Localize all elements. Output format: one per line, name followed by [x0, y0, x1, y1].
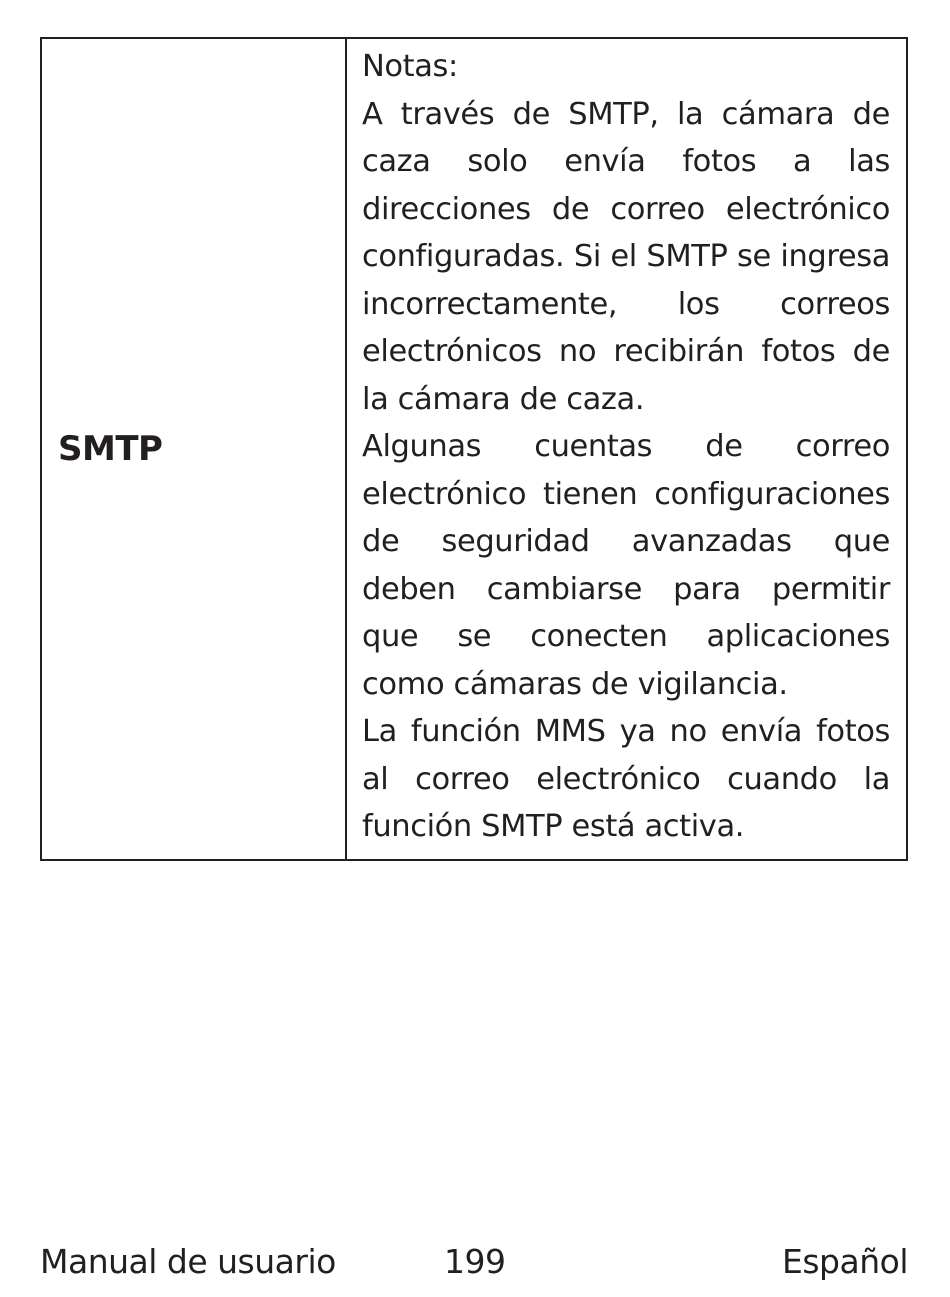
footer-language: Español — [782, 1242, 908, 1281]
page-number: 199 — [444, 1242, 506, 1281]
table-row — [41, 38, 907, 860]
setting-name-cell — [41, 38, 346, 860]
setting-description-cell — [346, 38, 907, 860]
footer-manual-title: Manual de usuario — [40, 1242, 336, 1281]
note-paragraph: La función MMS ya no envía fotos al correo electrónico cuando la función SMTP está activa. — [362, 714, 890, 844]
notes-heading: Notas: — [362, 49, 458, 84]
page-footer — [40, 1242, 908, 1292]
setting-name: SMTP — [58, 428, 163, 469]
note-paragraph: Algunas cuentas de correo electrónico tienen configuraciones de seguridad avanzadas que deben cambiarse para permitir que se conecten aplicaciones como cámaras de vigilancia. — [362, 429, 890, 702]
settings-table — [40, 37, 908, 861]
setting-description — [362, 43, 890, 851]
note-paragraph: A través de SMTP, la cámara de caza solo envía fotos a las direcciones de correo electrónico configuradas. Si el SMTP se ingresa incorrectamente, los correos electrónicos no recibirán fotos de la cámara de caza. — [362, 96, 890, 417]
